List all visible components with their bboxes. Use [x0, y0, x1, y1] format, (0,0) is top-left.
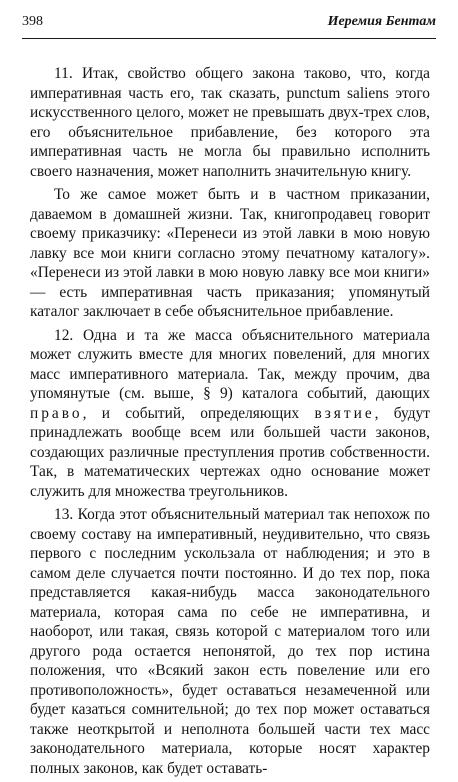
paragraph-11: 11. Итак, свойство общего закона таково, что, когда императивная часть его, так сказать, punctum saliens этого искусственного целого, может не превышать двух-трех слов, его объяснительное прибавление, без которого эта императивная часть не могла бы правильно исполнить своего назначения, может наполнить значительную книгу. [30, 65, 430, 180]
running-head-title: Иеремия Бентам [327, 14, 436, 29]
spaced-word-pravo: право [30, 404, 83, 422]
paragraph-12 [30, 326, 430, 502]
paragraph-13: 13. Когда этот объяснительный материал так непохож по своему составу на императивный, неудивительно, что связь первого с последним ускользала от наблюдения; и это в самом деле случается почти постоянно. И до тех пор, пока представляется какая-нибудь масса законодательного материала, которая сама по себе не императивна, и наоборот, или такая, связь которой с материалом того или другого рода остается непонятой, до тех пор истина положения, что «Всякий закон есть повеление или его противоположность», будет оставаться незамеченной или будет казаться сомнительной; до тех пор может оставаться также неоткрытой и неполнота большей части тех масс законодательного материала, которые носят характер полных законов, как будет оставать- [30, 506, 430, 777]
paragraph-12-text-b: , и событий, определяющих [82, 404, 315, 422]
paragraph-bookseller-example: То же самое может быть и в частном приказании, даваемом в домашней жизни. Так, книгопродавец говорит своему приказчику: «Перенеси из этой лавки в мою новую лавку все мои книги согласно этому печатному каталогу». «Перенеси из этой лавки в мою новую лавку все мои книги» — есть императивная часть приказания; упомянутый каталог заключает в себе объяснительное прибавление. [30, 186, 430, 320]
spaced-word-vzyatie: взятие [314, 404, 375, 422]
paragraph-12-text-a: 12. Одна и та же масса объяснительного материала может служить вместе для многих повелений, для многих масс императивного материала. Так, между прочим, два упомянутые (см. выше, § 9) каталога событий, дающих [30, 326, 430, 402]
page-body [30, 64, 430, 782]
paragraph-12-text-c: , будут принадлежать вообще всем или большей части законов, создающих различные преступления против собственности. Так, в математических чертежах одно основание может служить для множества треугольников. [30, 404, 430, 500]
page-number: 398 [22, 14, 43, 29]
running-header [22, 12, 436, 39]
